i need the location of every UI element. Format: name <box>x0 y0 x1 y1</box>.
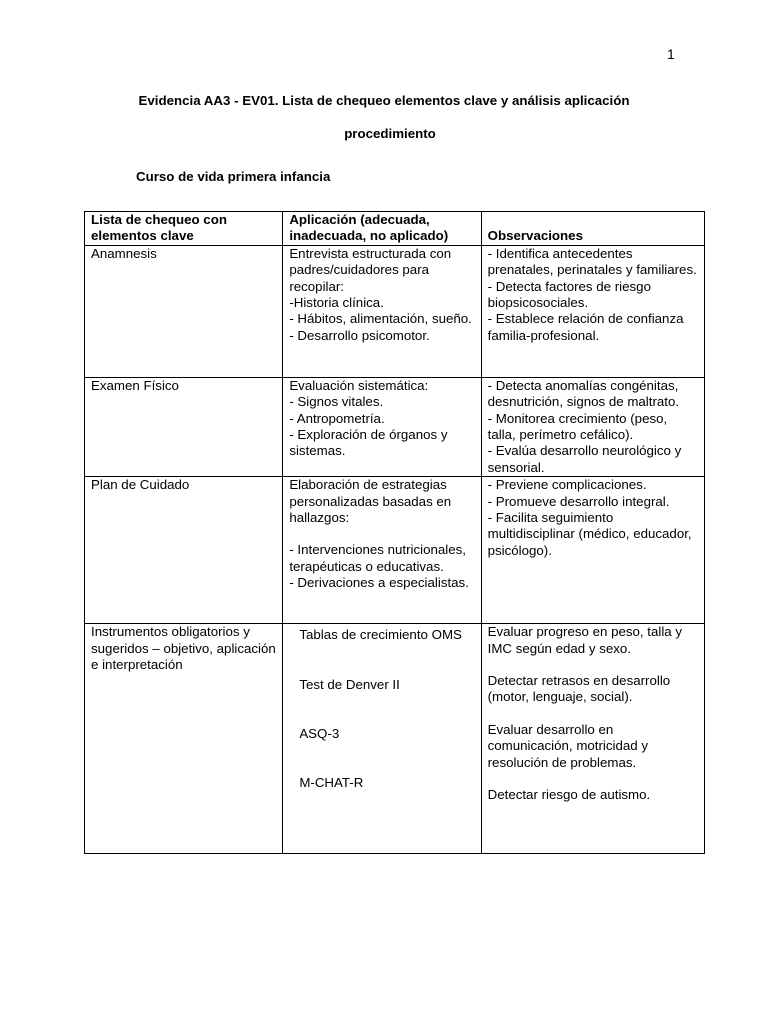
observation-line: - Identifica antecedentes prenatales, perinatales y familiares. <box>487 245 697 278</box>
application-cell <box>283 377 481 476</box>
application-line: - Derivaciones a especialistas. <box>289 575 469 591</box>
section-subtitle: Curso de vida primera infancia <box>136 169 331 184</box>
instrument-item: M-CHAT-R <box>299 775 364 791</box>
table-header-row <box>85 212 705 246</box>
application-line: - Signos vitales. <box>289 394 384 410</box>
application-line: Evaluación sistemática: <box>289 377 429 393</box>
element-cell: Instrumentos obligatorios y sugeridos – objetivo, aplicación e interpretación <box>85 624 283 854</box>
application-cell <box>283 477 481 624</box>
document-title: Evidencia AA3 - EV01. Lista de chequeo elementos clave y análisis aplicación <box>138 93 630 108</box>
document-title-continued: procedimiento <box>344 126 436 141</box>
application-line: - Desarrollo psicomotor. <box>289 327 430 343</box>
instrument-item: ASQ-3 <box>299 726 340 742</box>
observation-line: - Facilita seguimiento multidisciplinar (médico, educador, psicólogo). <box>487 510 692 558</box>
table-row <box>85 477 705 624</box>
observation-line: - Monitorea crecimiento (peso, talla, perímetro cefálico). <box>487 410 668 443</box>
element-cell: Plan de Cuidado <box>85 477 283 624</box>
table-row <box>85 377 705 476</box>
observation-line: Evaluar progreso en peso, talla y IMC según edad y sexo. <box>487 624 683 656</box>
observations-cell <box>481 477 704 624</box>
header-checklist: Lista de chequeo con elementos clave <box>85 212 283 246</box>
application-cell <box>283 245 481 377</box>
application-line: - Exploración de órganos y sistemas. <box>289 427 448 459</box>
application-line: Elaboración de estrategias personalizadas basadas en hallazgos: <box>289 477 452 526</box>
application-cell <box>283 624 481 854</box>
page-number: 1 <box>667 46 675 62</box>
header-observations: Observaciones <box>481 212 704 246</box>
application-line: - Hábitos, alimentación, sueño. <box>289 311 472 327</box>
observation-line: - Establece relación de confianza familia-profesional. <box>487 311 684 343</box>
checklist-table <box>84 211 705 854</box>
observation-line: Detectar riesgo de autismo. <box>487 787 651 803</box>
application-line: -Historia clínica. <box>289 295 384 311</box>
element-cell: Examen Físico <box>85 377 283 476</box>
observation-line: - Previene complicaciones. <box>487 477 647 493</box>
observation-line: Evaluar desarrollo en comunicación, motricidad y resolución de problemas. <box>487 721 648 770</box>
application-line: Entrevista estructurada con padres/cuidadores para recopilar: <box>289 245 452 294</box>
observation-line: - Detecta factores de riesgo biopsicosociales. <box>487 278 651 311</box>
element-cell: Anamnesis <box>85 245 283 377</box>
observation-line: Detectar retrasos en desarrollo (motor, lenguaje, social). <box>487 673 671 705</box>
table-row <box>85 624 705 854</box>
application-line: - Antropometría. <box>289 410 385 426</box>
header-application: Aplicación (adecuada, inadecuada, no aplicado) <box>283 212 481 246</box>
application-line: - Intervenciones nutricionales, terapéuticas o educativas. <box>289 542 466 574</box>
observation-line: - Promueve desarrollo integral. <box>487 493 670 509</box>
observation-line: - Evalúa desarrollo neurológico y sensorial. <box>487 443 682 475</box>
observations-cell <box>481 245 704 377</box>
instrument-item: Tablas de crecimiento OMS <box>299 627 462 643</box>
observations-cell <box>481 624 704 854</box>
spacer <box>289 526 474 542</box>
observations-cell <box>481 377 704 476</box>
observation-line: - Detecta anomalías congénitas, desnutrición, signos de maltrato. <box>487 377 680 410</box>
instrument-item: Test de Denver II <box>299 676 400 692</box>
table-row <box>85 245 705 377</box>
